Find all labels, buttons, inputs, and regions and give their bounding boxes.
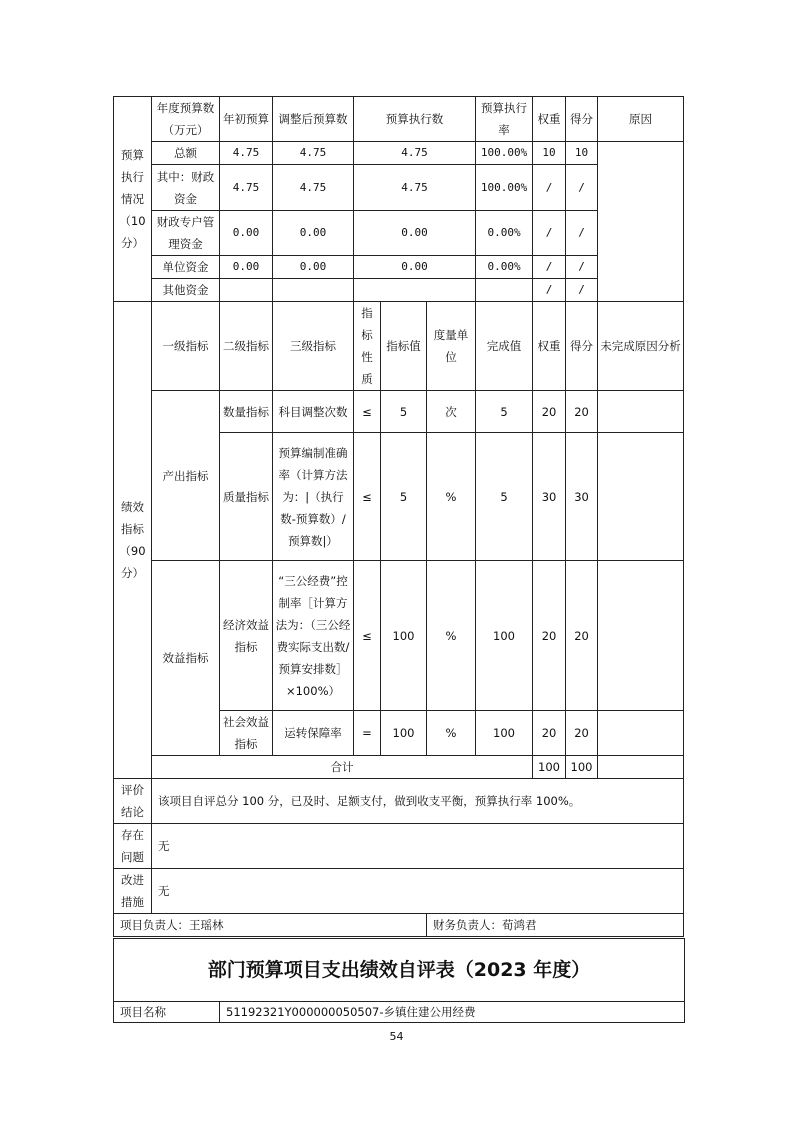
level2: 质量指标 [220,433,273,561]
header-value: 指标值 [381,302,427,391]
level2: 社会效益指标 [220,711,273,756]
page-number: 54 [389,1030,404,1043]
header-adjusted-budget: 调整后预算数 [273,97,354,142]
value: 5 [381,391,427,433]
total-score: 100 [566,756,598,779]
budget-row-label: 其他资金 [152,279,220,302]
evaluation-row [114,779,684,824]
header-weight: 权重 [533,302,566,391]
score: 20 [566,391,598,433]
header-execution-rate: 预算执行率 [476,97,533,142]
signature-row [114,914,684,937]
budget-score: / [566,165,598,211]
weight: 30 [533,433,566,561]
value: 5 [381,433,427,561]
budget-reason-cell [598,142,684,302]
budget-row-label: 财政专户管理资金 [152,211,220,256]
budget-rate: 0.00% [476,256,533,279]
budget-initial: 4.75 [220,165,273,211]
budget-initial [220,279,273,302]
budget-executed: 4.75 [354,142,476,165]
total-weight: 100 [533,756,566,779]
budget-score: / [566,279,598,302]
unit: % [427,433,476,561]
unit: 次 [427,391,476,433]
budget-row [114,142,684,165]
budget-weight: 10 [533,142,566,165]
weight: 20 [533,391,566,433]
level3: “三公经费”控制率［计算方法为：（三公经费实际支出数/预算安排数］×100%） [273,561,354,711]
budget-rate: 100.00% [476,142,533,165]
weight: 20 [533,561,566,711]
project-lead: 项目负责人：王瑶林 [114,914,427,937]
score: 30 [566,433,598,561]
nature: ≤ [354,391,381,433]
score: 20 [566,561,598,711]
budget-section-label: 预算执行情况（10分） [114,97,152,302]
level2: 经济效益指标 [220,561,273,711]
budget-weight: / [533,279,566,302]
performance-header-row [114,302,684,391]
header-unit: 度量单位 [427,302,476,391]
form-title: 部门预算项目支出绩效自评表（2023 年度） [114,939,685,1002]
weight: 20 [533,711,566,756]
budget-initial: 4.75 [220,142,273,165]
evaluation-text: 该项目自评总分 100 分，已及时、足额支付，做到收支平衡，预算执行率 100%。 [152,779,684,824]
budget-executed: 4.75 [354,165,476,211]
budget-adjusted: 0.00 [273,211,354,256]
unit: % [427,561,476,711]
total-row [114,756,684,779]
reason-analysis [598,561,684,711]
improvements-label: 改进措施 [114,869,152,914]
performance-section-label: 绩效指标（90分） [114,302,152,779]
nature: ≤ [354,561,381,711]
header-score: 得分 [566,97,598,142]
budget-row-label: 总额 [152,142,220,165]
completed: 5 [476,433,533,561]
budget-rate [476,279,533,302]
header-score: 得分 [566,302,598,391]
level3: 预算编制准确率（计算方法为：|（执行数-预算数）/预算数|） [273,433,354,561]
budget-adjusted: 0.00 [273,256,354,279]
problems-label: 存在问题 [114,824,152,869]
level1-output: 产出指标 [152,391,220,561]
budget-weight: / [533,211,566,256]
header-completed: 完成值 [476,302,533,391]
completed: 100 [476,561,533,711]
header-level3: 三级指标 [273,302,354,391]
budget-executed: 0.00 [354,256,476,279]
unit: % [427,711,476,756]
budget-executed [354,279,476,302]
value: 100 [381,711,427,756]
improvements-row [114,869,684,914]
header-reason-analysis: 未完成原因分析 [598,302,684,391]
header-initial-budget: 年初预算 [220,97,273,142]
budget-rate: 100.00% [476,165,533,211]
header-weight: 权重 [533,97,566,142]
project-name-label: 项目名称 [114,1002,220,1023]
level2: 数量指标 [220,391,273,433]
problems-text: 无 [152,824,684,869]
budget-row-label: 单位资金 [152,256,220,279]
nature: = [354,711,381,756]
nature: ≤ [354,433,381,561]
budget-weight: / [533,165,566,211]
budget-initial: 0.00 [220,256,273,279]
level3: 运转保障率 [273,711,354,756]
value: 100 [381,561,427,711]
budget-score: 10 [566,142,598,165]
budget-score: / [566,211,598,256]
budget-row-label: 其中：财政资金 [152,165,220,211]
header-reason: 原因 [598,97,684,142]
indicator-row [114,561,684,711]
header-executed: 预算执行数 [354,97,476,142]
budget-adjusted: 4.75 [273,142,354,165]
finance-lead: 财务负责人：荀鸿君 [427,914,684,937]
budget-rate: 0.00% [476,211,533,256]
performance-self-evaluation-table [113,96,684,937]
budget-score: / [566,256,598,279]
reason-analysis [598,433,684,561]
evaluation-label: 评价结论 [114,779,152,824]
budget-header-row [114,97,684,142]
reason-analysis [598,711,684,756]
score: 20 [566,711,598,756]
project-name-value: 51192321Y000000050507-乡镇住建公用经费 [220,1002,685,1023]
total-label: 合计 [152,756,533,779]
next-form-table [113,938,685,1023]
level3: 科目调整次数 [273,391,354,433]
budget-initial: 0.00 [220,211,273,256]
indicator-row [114,391,684,433]
improvements-text: 无 [152,869,684,914]
budget-executed: 0.00 [354,211,476,256]
completed: 5 [476,391,533,433]
header-annual-budget: 年度预算数（万元） [152,97,220,142]
reason-analysis [598,391,684,433]
level1-benefit: 效益指标 [152,561,220,756]
header-nature: 指标性质 [354,302,381,391]
header-level1: 一级指标 [152,302,220,391]
budget-adjusted [273,279,354,302]
problems-row [114,824,684,869]
total-reason [598,756,684,779]
completed: 100 [476,711,533,756]
header-level2: 二级指标 [220,302,273,391]
budget-weight: / [533,256,566,279]
budget-adjusted: 4.75 [273,165,354,211]
